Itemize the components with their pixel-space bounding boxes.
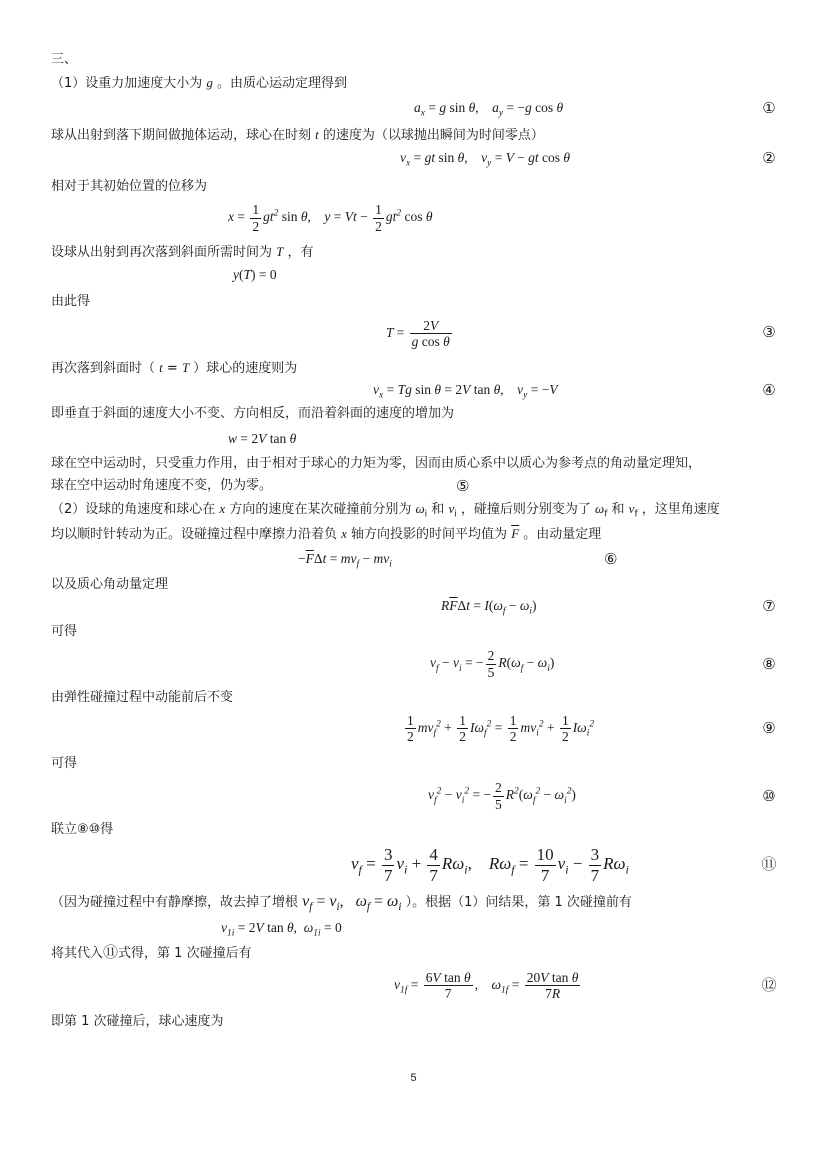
part2-text-5: 可得 [51,756,78,771]
equation-6: $-\overline{F}\Delta t = mv_f - mv_i$ [298,551,392,570]
equation-first-collision: $v_{1i} = 2V$ tan θ, $\omega_{1i} = 0$ [221,920,342,939]
equation-3: T = $\frac{2V}{\text{g cos θ}}$ [386,317,450,350]
equation-2-number: ② [762,149,776,167]
equation-1: $a_x = g$ sin θ, $a_y = -g$ cos θ [414,100,564,119]
equation-12: $v_{1f}$ = $\frac{\text{6V tan θ}}{7}$ , $\omega_{1f}$ = $\frac{\text{20V tan θ}}{7R}$ [394,969,579,1002]
section-label: 三、 [51,52,78,67]
part1-intro: （1）设重力加速度大小为 g 。由质心运动定理得到 [51,75,348,91]
part1-text-2: 球从出射到落下期间做抛体运动，球心在时刻 t 的速度为（以球抛出瞬间为时间零点） [51,127,544,143]
equation-6-number: ⑥ [604,550,618,568]
equation-7-number: ⑦ [762,597,776,615]
part1-text-4: 设球从出射到再次落到斜面所需时间为 T ，有 [51,244,314,260]
part2-text-2: 以及质心角动量定理 [51,577,169,592]
equation-7: $R\overline{F}\Delta t = I(\omega_f - \omega_i)$ [441,598,537,617]
equation-10-number: ⑩ [762,787,776,805]
part2-text-1b: 均以顺时针转动为正。设碰撞过程中摩擦力沿着负 x 轴方向投影的时间平均值为 $\overline{F}$ 。由动量定理 [51,526,602,542]
equation-4-number: ④ [762,381,776,399]
equation-9-number: ⑨ [762,719,776,737]
page-number: 5 [410,1072,417,1084]
equation-1-number: ① [762,99,776,117]
equation-2: $v_x$ = gt sin θ, $v_y = V$ − gt cos θ [400,150,570,169]
equation-11-number: ⑪ [761,855,777,873]
part1-text-6: 再次落到斜面时（ t = T ）球心的速度则为 [51,360,298,376]
equation-yT: y(T) = 0 [233,267,277,282]
equation-8: $v_f - v_i$ = − $\frac{2}{5}$ $R(\omega_f - \omega_i)$ [430,648,555,680]
part2-text-3: 可得 [51,624,78,639]
part1-text-8a: 球在空中运动时，只受重力作用，由于相对于球心的力矩为零，因而由质心系中以质心为参考点的角动量定理知， [51,456,702,471]
equation-10: $v_f^2 - v_i^2$ = − $\frac{2}{5}$ $R^2(\omega_f^2 - \omega_i^2)$ [428,780,576,812]
equation-8-number: ⑧ [762,655,776,673]
part2-text-1a: （2）设球的角速度和球心在 x 方向的速度在某次碰撞前分别为 $\omega_i$ 和 $v_i$ ，碰撞后则分别变为了 $\omega_f$ 和 $v_f$ ，这里角速度 [51,501,720,520]
equation-11: $v_f$ = $\frac{3}{7}$ $v_i$ + $\frac{4}{7}$ $R\omega_i$, $R\omega_f$ = $\frac{10}{7}$ $v_i$ − $\frac{3}{7}$ $R\omega_i$ [351,845,629,885]
part2-text-8: 将其代入⑪式得，第 1 次碰撞后有 [51,943,252,961]
part1-text-5: 由此得 [51,294,91,309]
equation-12-number: ⑫ [761,976,777,994]
part2-text-4: 由弹性碰撞过程中动能前后不变 [51,690,234,705]
part1-text-7: 即垂直于斜面的速度大小不变、方向相反，而沿着斜面的速度的增加为 [51,406,455,421]
equation-w: w = 2V tan θ [228,431,297,446]
part2-text-6: 联立⑧⑩得 [51,822,114,837]
part2-text-7: （因为碰撞过程中有静摩擦，故去掉了增根 $v_f = v_i$, $\omega_f = \omega_i$ ）。根据（1）问结果，第 1 次碰撞前有 [51,893,632,914]
part1-text-3: 相对于其初始位置的位移为 [51,179,208,194]
part2-text-9: 即第 1 次碰撞后，球心速度为 [51,1014,224,1029]
equation-displacement: x = $\frac{1}{2}$ $gt^2$ sin θ, y = Vt − $\frac{1}{2}$ $gt^2$ cos θ [228,202,433,234]
equation-9: $\frac{1}{2}$ $mv_f^2$ + $\frac{1}{2}$ $I\omega_f^2$ = $\frac{1}{2}$ $mv_i^2$ + $\frac{1}{2}$ $I\omega_i^2$ [407,712,595,745]
equation-5-number: ⑤ [456,477,470,495]
equation-4: $v_x = Tg$ sin θ = 2V tan θ, $v_y = -V$ [373,382,558,401]
equation-3-number: ③ [762,323,776,341]
part1-text-8b: 球在空中运动时角速度不变，仍为零。 [51,478,273,493]
